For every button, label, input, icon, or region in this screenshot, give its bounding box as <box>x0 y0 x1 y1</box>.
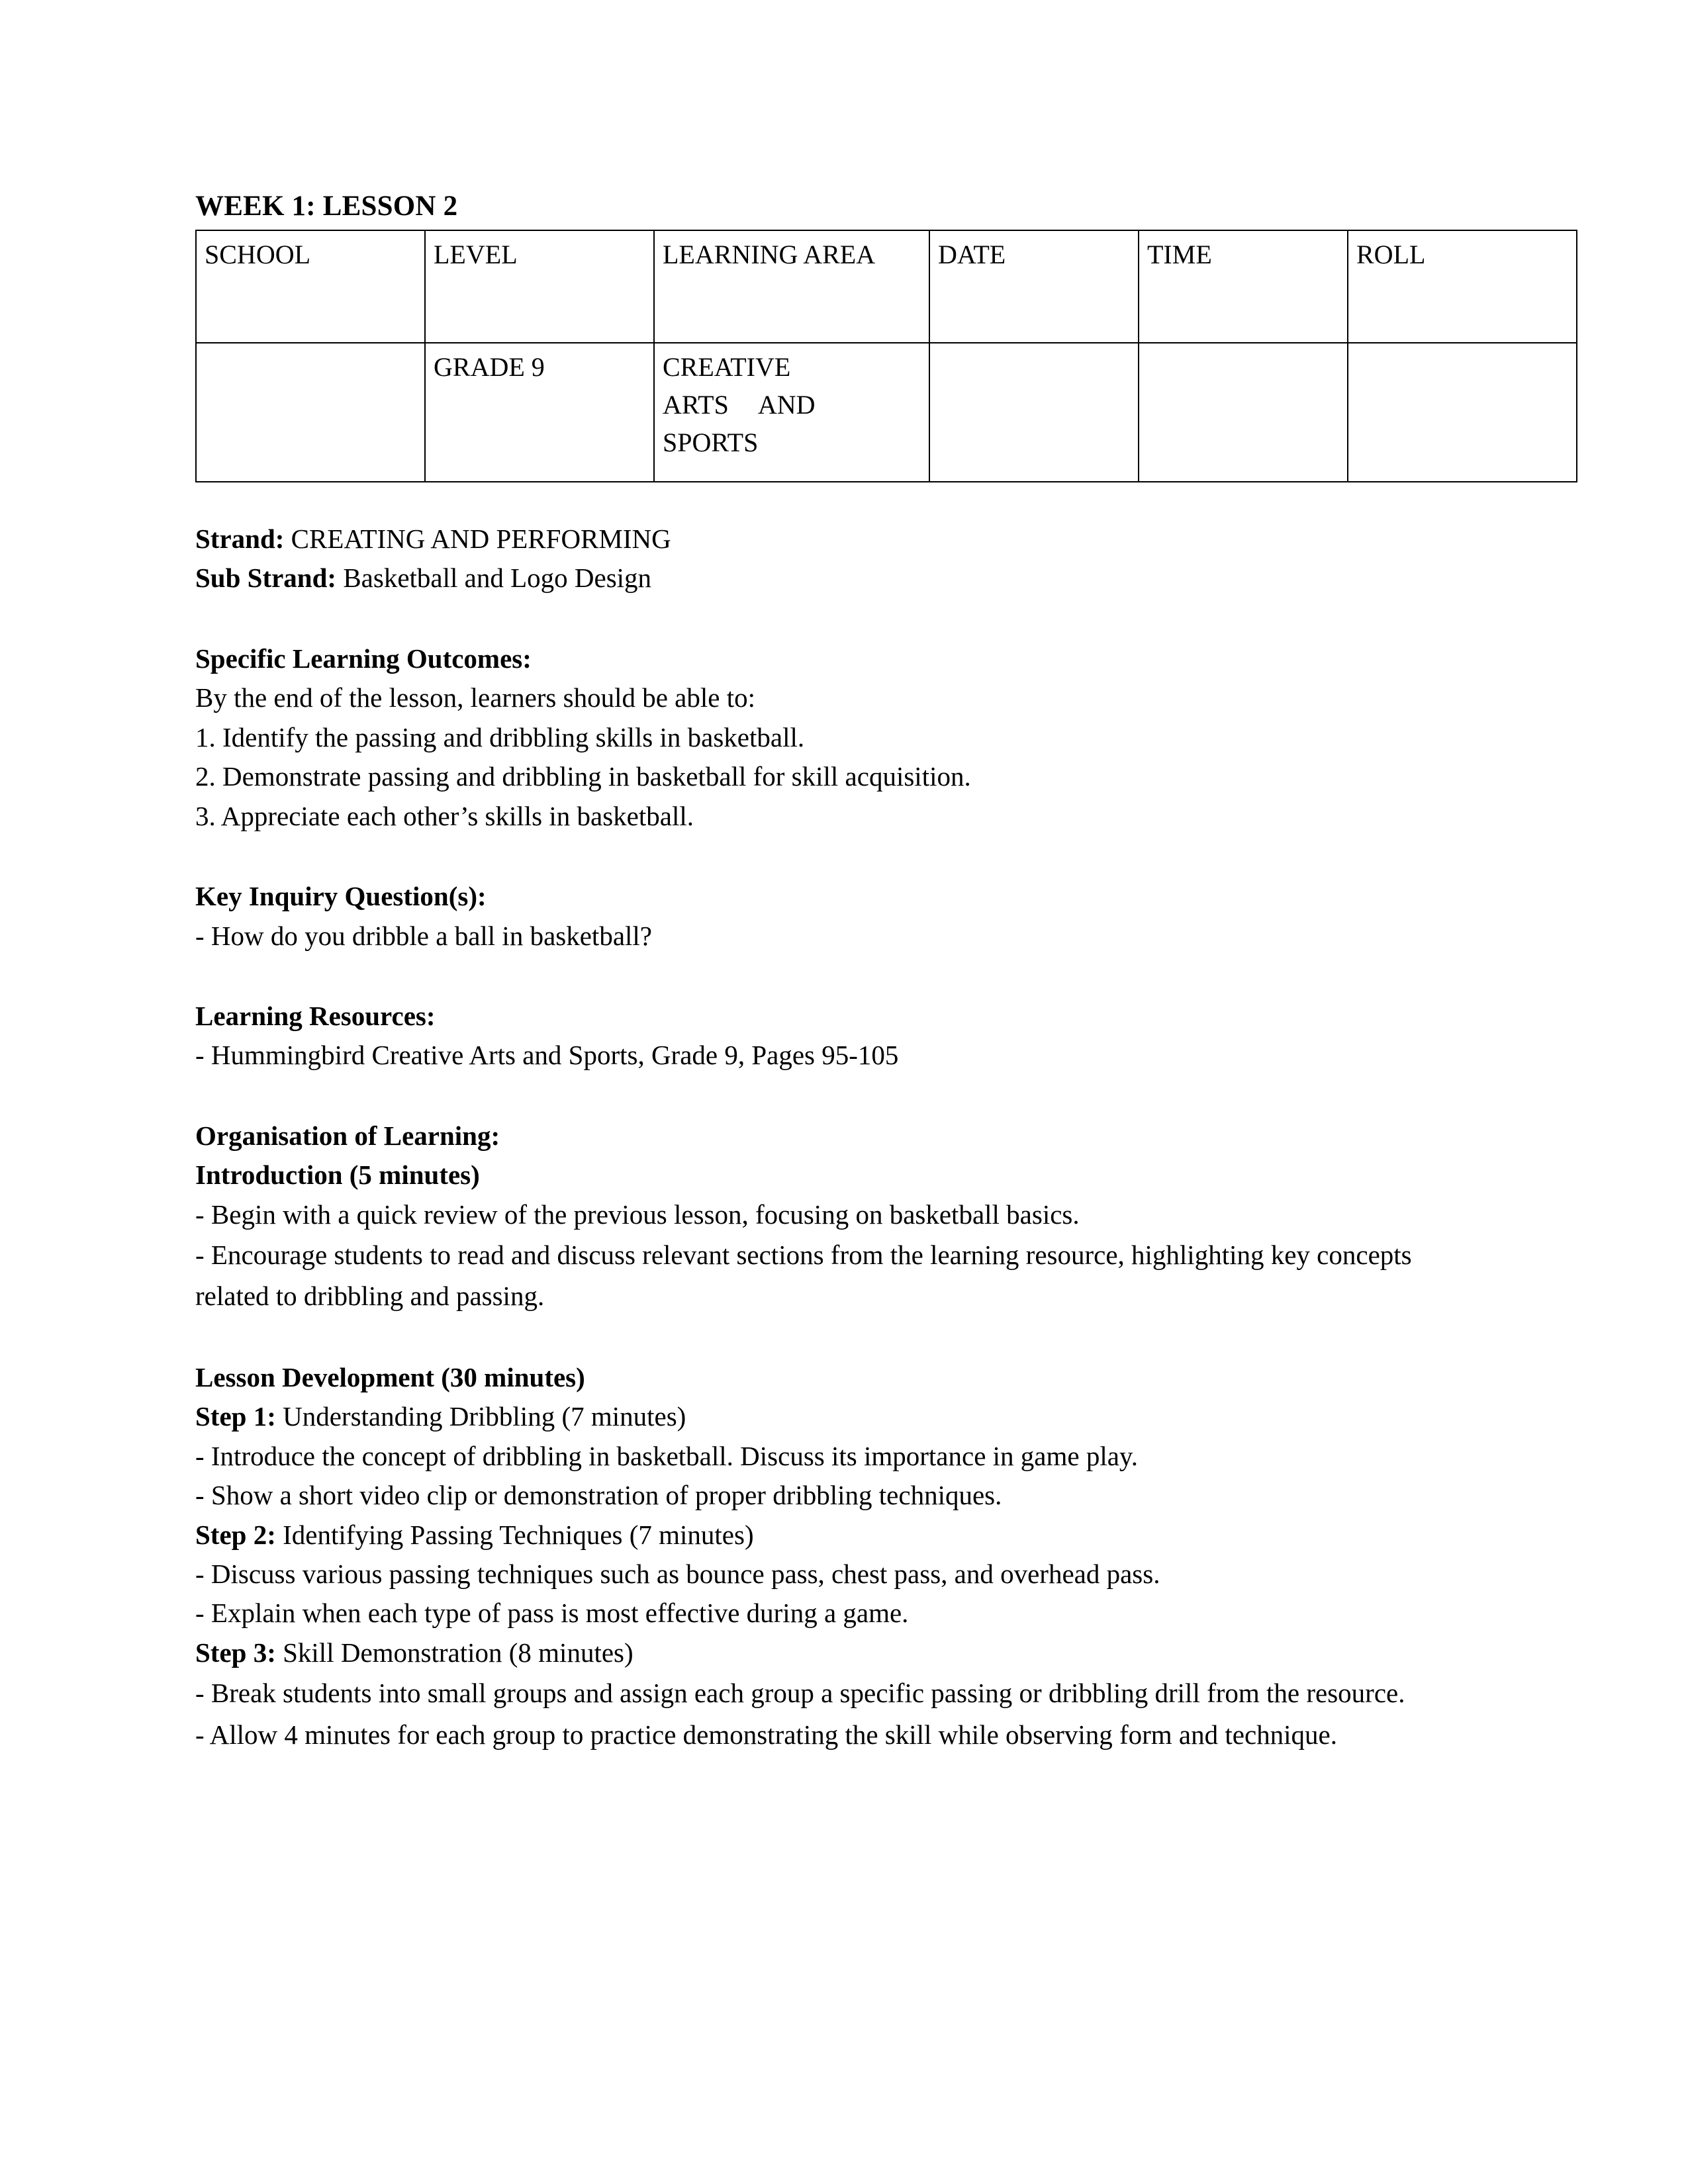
organisation-heading: Organisation of Learning: <box>195 1120 500 1151</box>
cell-learning-area-line3: SPORTS <box>663 427 759 457</box>
table-row <box>196 343 1577 482</box>
spacer <box>195 836 1489 877</box>
spacer <box>195 1075 1489 1116</box>
table-header-row <box>196 230 1577 343</box>
learning-outcome-item: 3. Appreciate each other’s skills in basketball. <box>195 800 694 831</box>
sub-strand-line <box>195 559 1489 598</box>
step-heading <box>195 1633 1489 1672</box>
step-bullet: - Introduce the concept of dribbling in basketball. Discuss its importance in game play. <box>195 1440 1138 1471</box>
header-learning-area <box>654 230 929 343</box>
learning-outcome-item: 2. Demonstrate passing and dribbling in basketball for skill acquisition. <box>195 761 971 792</box>
header-roll: ROLL <box>1348 230 1577 343</box>
learning-outcomes-heading: Specific Learning Outcomes: <box>195 643 532 674</box>
header-level: LEVEL <box>425 230 654 343</box>
step-title: Understanding Dribbling (7 minutes) <box>283 1401 686 1432</box>
cell-learning-area-and: AND <box>757 389 816 420</box>
key-inquiry-item: - How do you dribble a ball in basketball? <box>195 920 652 951</box>
cell-time[interactable] <box>1139 343 1348 482</box>
learning-resource-item: - Hummingbird Creative Arts and Sports, Grade 9, Pages 95-105 <box>195 1040 899 1071</box>
page-title: WEEK 1: LESSON 2 <box>195 191 458 222</box>
spacer <box>195 598 1489 639</box>
header-learning-area-line1: LEARNING <box>663 240 798 269</box>
step-label: Step 2: <box>195 1519 276 1550</box>
sub-strand-label: Sub Strand: <box>195 563 337 594</box>
step-bullet: - Show a short video clip or demonstration of proper dribbling techniques. <box>195 1480 1002 1511</box>
introduction-bullet: - Encourage students to read and discuss relevant sections from the learning resource, highlighting key concepts related to dribbling and passing. <box>195 1240 1412 1312</box>
learning-outcome-item: 1. Identify the passing and dribbling skills in basketball. <box>195 721 805 752</box>
strand-line <box>195 520 1489 559</box>
cell-learning-area-line1: CREATIVE <box>663 352 791 382</box>
lesson-info-table <box>195 230 1577 482</box>
step-bullet: - Break students into small groups and assign each group a specific passing or dribbling drill from the resource. <box>195 1678 1405 1709</box>
step-title: Skill Demonstration (8 minutes) <box>283 1637 633 1668</box>
spacer <box>195 1317 1489 1358</box>
introduction-bullet: - Begin with a quick review of the previous lesson, focusing on basketball basics. <box>195 1199 1080 1230</box>
header-time: TIME <box>1139 230 1348 343</box>
key-inquiry-heading: Key Inquiry Question(s): <box>195 881 487 912</box>
spacer <box>195 956 1489 997</box>
cell-learning-area[interactable] <box>654 343 929 482</box>
step-bullet: - Allow 4 minutes for each group to practice demonstrating the skill while observing form and technique. <box>195 1719 1337 1750</box>
cell-level[interactable]: GRADE 9 <box>425 343 654 482</box>
strand-value: CREATING AND PERFORMING <box>291 523 671 554</box>
cell-learning-area-line2 <box>663 387 921 424</box>
lesson-development-heading: Lesson Development (30 minutes) <box>195 1361 585 1392</box>
step-bullet: - Explain when each type of pass is most effective during a game. <box>195 1598 909 1629</box>
spacer <box>195 482 1489 520</box>
step-label: Step 1: <box>195 1401 276 1432</box>
sub-strand-value: Basketball and Logo Design <box>343 563 652 594</box>
strand-label: Strand: <box>195 523 285 554</box>
step-heading <box>195 1397 1489 1436</box>
cell-school[interactable] <box>196 343 425 482</box>
learning-outcomes-intro: By the end of the lesson, learners should be able to: <box>195 682 755 713</box>
cell-date[interactable] <box>929 343 1139 482</box>
header-date: DATE <box>929 230 1139 343</box>
cell-learning-area-arts: ARTS <box>663 389 729 420</box>
introduction-heading: Introduction (5 minutes) <box>195 1160 480 1191</box>
header-learning-area-line2: AREA <box>803 240 876 269</box>
step-title: Identifying Passing Techniques (7 minutes) <box>283 1519 754 1550</box>
header-school: SCHOOL <box>196 230 425 343</box>
step-heading <box>195 1516 1489 1555</box>
cell-roll[interactable] <box>1348 343 1577 482</box>
step-bullet: - Discuss various passing techniques such as bounce pass, chest pass, and overhead pass. <box>195 1558 1160 1589</box>
learning-resources-heading: Learning Resources: <box>195 1000 436 1031</box>
step-label: Step 3: <box>195 1637 276 1668</box>
